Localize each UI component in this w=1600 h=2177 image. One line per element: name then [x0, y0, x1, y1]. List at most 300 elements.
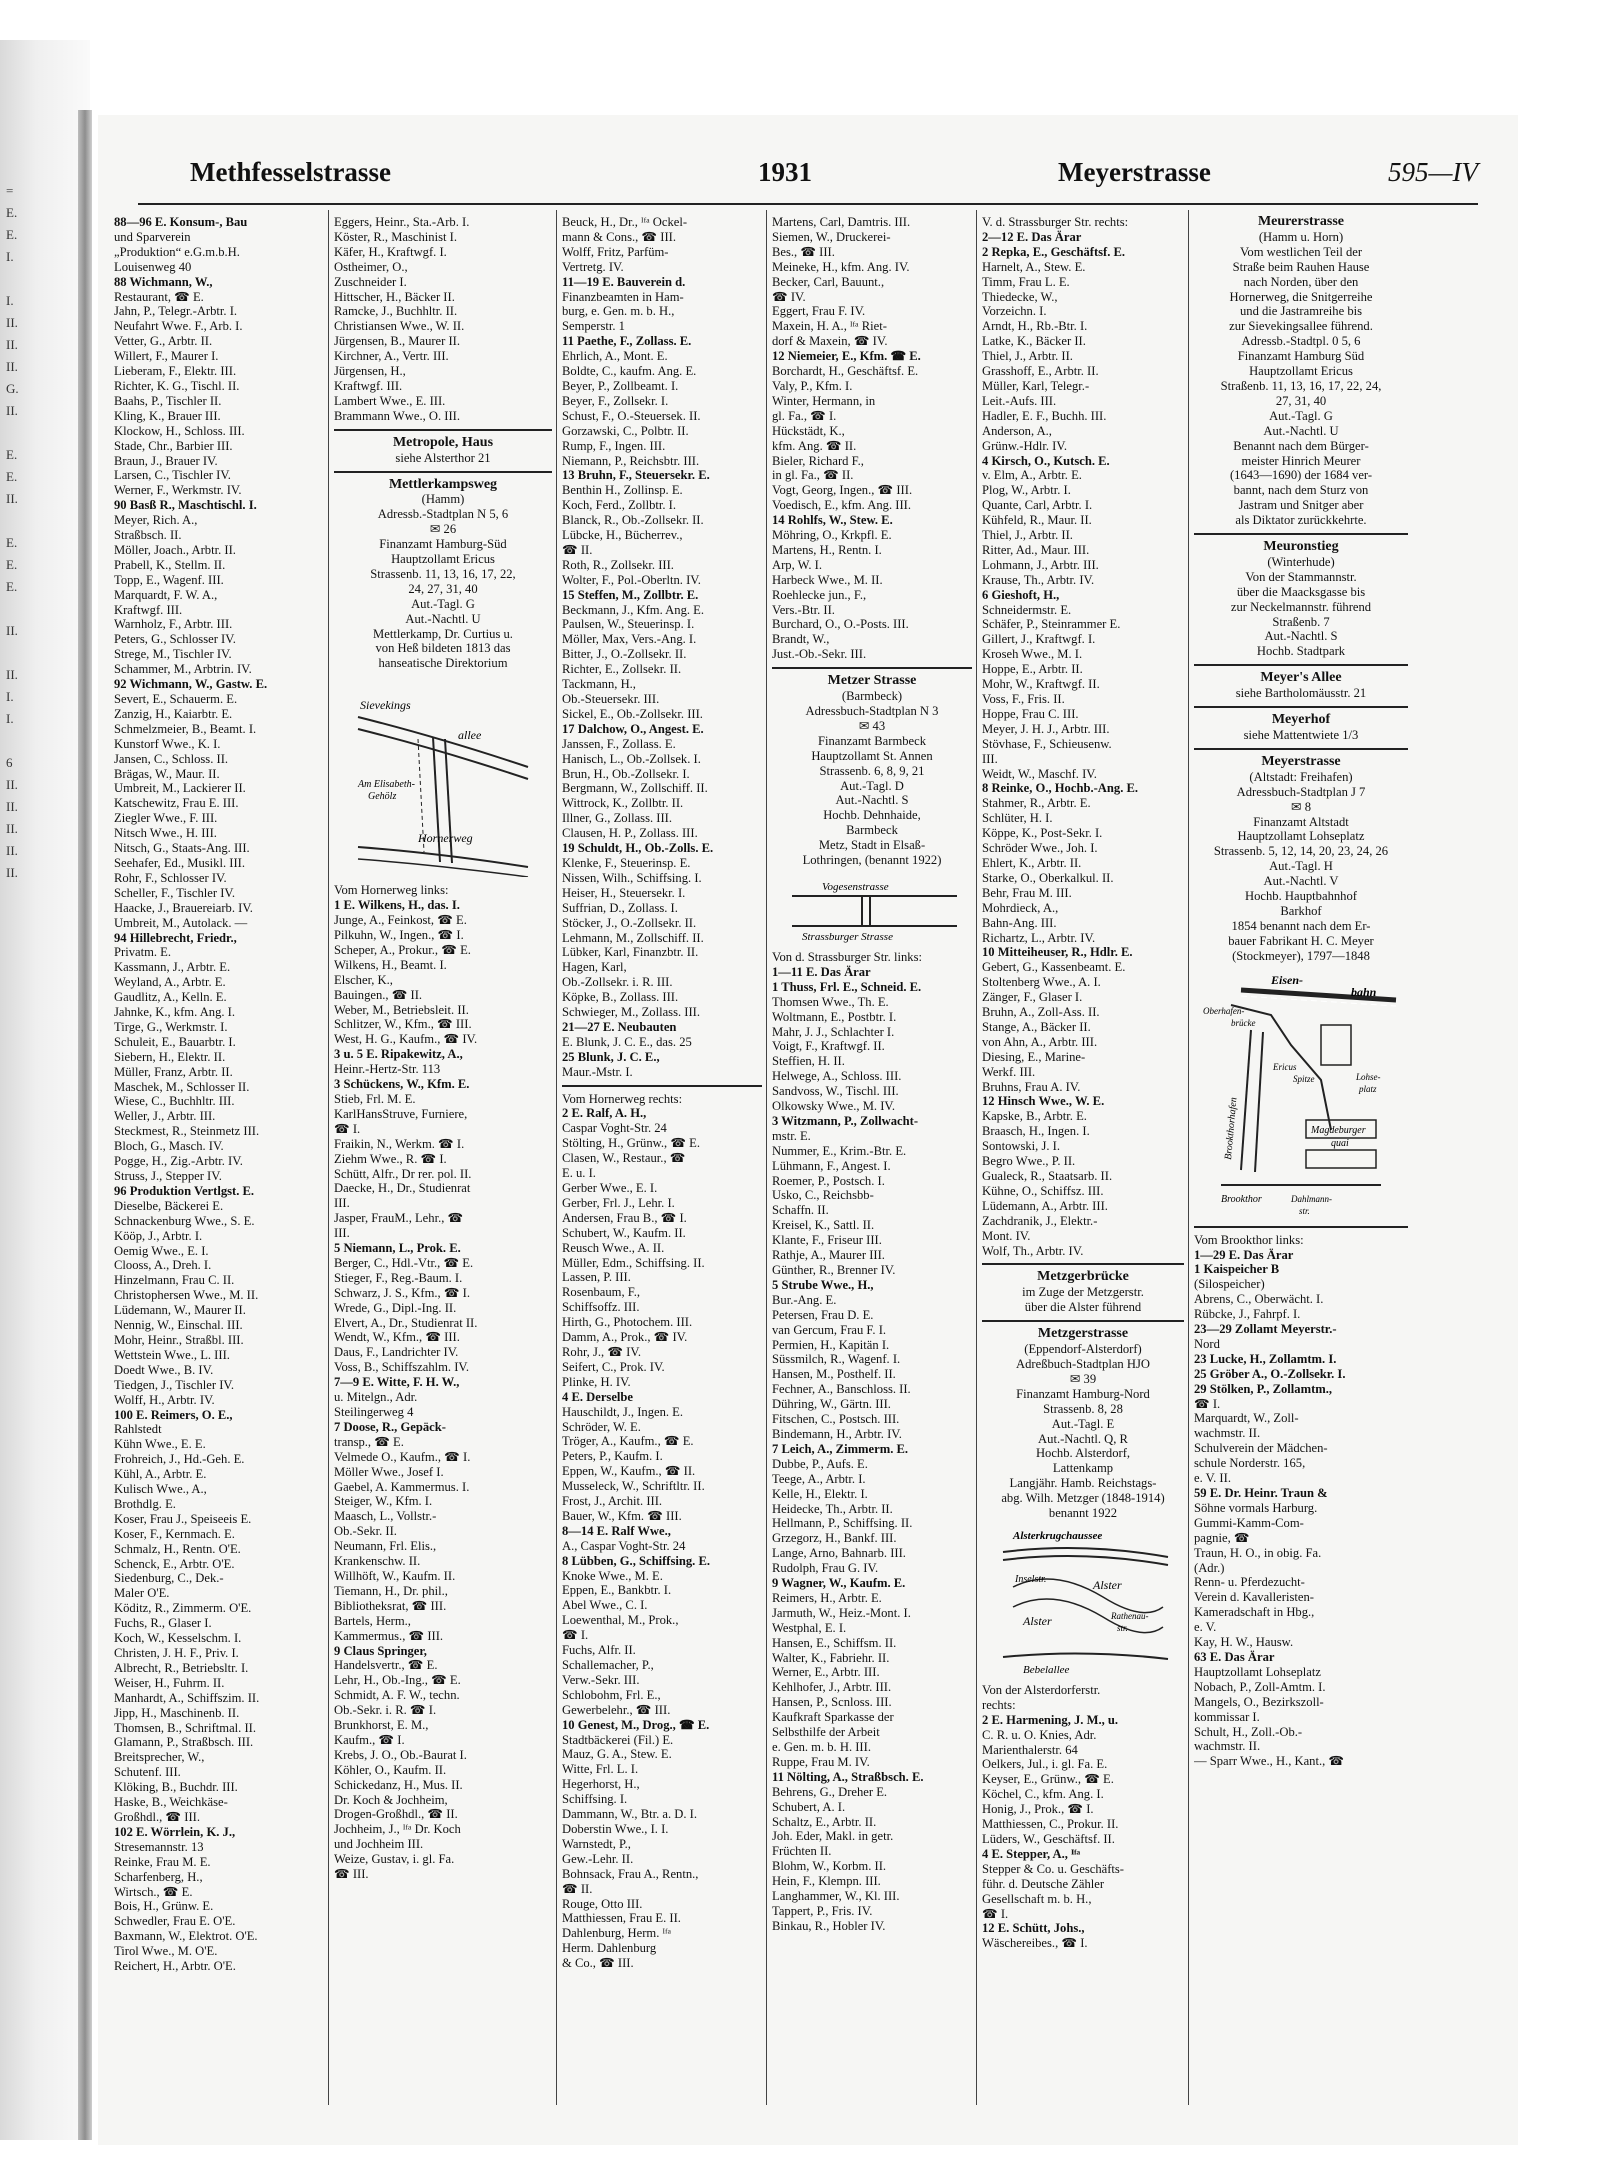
directory-entry: 4 E. Derselbe: [562, 1389, 633, 1404]
directory-entry: 23—29 Zollamt Meyerstr.-: [1194, 1322, 1337, 1337]
directory-entry: Hittscher, H., Bäcker II.: [334, 289, 455, 304]
directory-entry: Baahs, P., Tischler II.: [114, 393, 222, 408]
directory-entry: ☎ II.: [562, 542, 593, 557]
street-info-line: Hornerweg, die Snitgerreihe: [1229, 289, 1373, 304]
directory-entry: Dieselbe, Bäckerei E.: [114, 1198, 224, 1213]
directory-entry: Ruppe, Frau M. IV.: [772, 1754, 870, 1769]
directory-entry: Stepper & Co. u. Geschäfts-: [982, 1861, 1124, 1876]
directory-entry: Schulverein der Mädchen-: [1194, 1441, 1328, 1456]
directory-entry: Mangels, O., Bezirkszoll-: [1194, 1694, 1324, 1709]
directory-entry: Ritter, Ad., Maur. III.: [982, 542, 1090, 557]
directory-entry: Hanisch, L., Ob.-Zollsek. I.: [562, 751, 701, 766]
directory-entry: Bes., ☎ III.: [772, 244, 835, 259]
header-year: 1931: [758, 157, 812, 187]
directory-entry: Tirol Wwe., M. O'E.: [114, 1944, 218, 1959]
directory-entry: 1 Kaispeicher B: [1194, 1262, 1280, 1277]
directory-entry: 11—19 E. Bauverein d.: [562, 274, 686, 289]
street-info-line: Straße beim Rauhen Hause: [1232, 259, 1370, 274]
directory-entry: Schwarz, J. S., Kfm., ☎ I.: [334, 1285, 471, 1300]
map-label: Hornerweg: [418, 831, 473, 846]
directory-entry: Andersen, Frau B., ☎ I.: [562, 1210, 687, 1225]
directory-entry: Hinzelmann, Frau C. II.: [114, 1273, 235, 1288]
directory-entry: Schäfer, P., Steinrammer E.: [982, 617, 1121, 632]
directory-entry: Wäschereibes., ☎ I.: [982, 1936, 1088, 1951]
directory-entry: Koch, W., Kesselschm. I.: [114, 1631, 242, 1646]
map-label: Vogesenstrasse: [822, 880, 889, 893]
directory-entry: Schröder, W. E.: [562, 1419, 641, 1434]
directory-entry: Schubert, A. I.: [772, 1799, 846, 1814]
directory-entry: Loewenthal, M., Prok.,: [562, 1613, 679, 1628]
directory-entry: C. R. u. O. Knies, Adr.: [982, 1727, 1097, 1742]
map-label: Alsterkrugchaussee: [1013, 1529, 1103, 1542]
margin-mark: II.: [6, 777, 18, 792]
directory-entry: Hückstädt, K.,: [772, 423, 845, 438]
directory-entry: Thiel, J., Arbtr. II.: [982, 528, 1073, 543]
directory-entry: Krause, Th., Arbtr. IV.: [982, 572, 1095, 587]
street-info-line: siehe Mattentwiete 1/3: [1243, 728, 1359, 742]
directory-entry: Latke, K., Bäcker II.: [982, 334, 1086, 349]
street-info-line: über die Maacksgasse bis: [1236, 584, 1366, 599]
directory-entry: Maler O'E.: [114, 1586, 170, 1601]
directory-entry: 88—96 E. Konsum-, Bau: [114, 215, 248, 229]
directory-entry: Leit.-Aufs. III.: [982, 393, 1057, 408]
column-divider: [766, 210, 767, 2105]
street-info-line: Hauptzollamt Ericus: [391, 552, 495, 567]
directory-entry: Janssen, F., Zollass. E.: [562, 736, 676, 751]
directory-entry: 7 Doose, R., Gepäck-: [334, 1419, 446, 1434]
directory-entry: Stieger, F., Reg.-Baum. I.: [334, 1270, 463, 1285]
directory-entry: 13 Bruhn, F., Steuersekr. E.: [562, 468, 710, 483]
directory-entry: Köster, R., Maschinist I.: [334, 229, 457, 244]
directory-entry: Fuchs, Alfr. II.: [562, 1643, 636, 1658]
directory-entry: Paulsen, W., Steuerinsp. I.: [562, 617, 695, 632]
directory-entry: Kulisch Wwe., A.,: [114, 1482, 207, 1497]
directory-entry: Schlitzer, W., Kfm., ☎ III.: [334, 1017, 472, 1032]
directory-entry: Schubert, W., Kaufm. II.: [562, 1225, 686, 1240]
margin-mark: I.: [6, 249, 14, 264]
directory-entry: Stresemannstr. 13: [114, 1839, 204, 1854]
street-heading: Metropole, Haus: [392, 435, 494, 450]
directory-entry: Von der Alsterdorferstr.: [982, 1682, 1101, 1697]
directory-entry: rechts:: [982, 1697, 1016, 1712]
directory-entry: Köpke, B., Zollass. III.: [562, 990, 679, 1005]
directory-entry: Daecke, H., Dr., Studienrat: [334, 1181, 471, 1196]
directory-entry: Bauer, W., Kfm. ☎ III.: [562, 1508, 682, 1523]
map-label: Sievekings: [360, 698, 411, 713]
directory-entry: Marienthalerstr. 64: [982, 1742, 1078, 1757]
directory-entry: Helwege, A., Schloss. III.: [772, 1069, 902, 1084]
directory-entry: Langhammer, W., Kl. III.: [772, 1889, 900, 1904]
directory-entry: 14 Rohlfs, W., Stew. E.: [772, 513, 893, 528]
street-info-line: Finanzamt Hamburg Süd: [1237, 349, 1365, 364]
street-info-line: Finanzamt Hamburg-Süd: [379, 537, 507, 552]
directory-entry: Lohmann, J., Arbtr. III.: [982, 557, 1099, 572]
street-info-line: (Altstadt: Freihafen): [1249, 769, 1353, 784]
street-heading: Meyerhof: [1271, 713, 1331, 728]
directory-entry: Finanzbeamten in Ham-: [562, 289, 684, 304]
margin-mark: I.: [6, 293, 14, 308]
directory-entry: Vogt, Georg, Ingen., ☎ III.: [772, 483, 913, 498]
directory-entry: Jasper, FrauM., Lehr., ☎: [334, 1211, 464, 1226]
directory-entry: Gerber, Frl. J., Lehr. I.: [562, 1195, 675, 1210]
directory-entry: Rosenbaum, F.,: [562, 1285, 641, 1300]
directory-entry: Verw.-Sekr. III.: [562, 1672, 640, 1687]
directory-entry: Witte, Frl. L. I.: [562, 1762, 639, 1777]
directory-entry: Steilingerweg 4: [334, 1405, 414, 1419]
directory-entry: Kehlhofer, J., Arbtr. III.: [772, 1680, 892, 1695]
street-info-line: ✉ 39: [1069, 1371, 1097, 1386]
directory-entry: 2—12 E. Das Ärar: [982, 229, 1082, 244]
directory-entry: Gerber Wwe., E. I.: [562, 1181, 658, 1195]
directory-entry: Gillert, J., Kraftwgf. I.: [982, 632, 1096, 647]
directory-entry: Nitsch Wwe., H. III.: [114, 826, 217, 841]
street-info-line: Lothringen, (benannt 1922): [802, 853, 942, 868]
directory-entry: Wettstein Wwe., L. III.: [114, 1347, 230, 1362]
directory-entry: Stange, A., Bäcker II.: [982, 1019, 1091, 1034]
directory-entry: Seehafer, Ed., Musikl. III.: [114, 855, 245, 870]
directory-entry: Straßbsch. II.: [114, 528, 182, 543]
directory-entry: Eggers, Heinr., Sta.-Arb. I.: [334, 215, 470, 229]
margin-mark: 6: [6, 755, 13, 770]
directory-entry: Mahr, J. J., Schlachter I.: [772, 1024, 895, 1039]
directory-entry: Just.-Ob.-Sekr. III.: [772, 647, 867, 662]
directory-entry: Grasshoff, E., Arbtr. II.: [982, 364, 1099, 379]
directory-entry: wachmstr. II.: [1194, 1426, 1261, 1441]
directory-entry: Vertretg. IV.: [562, 259, 624, 274]
street-info-line: Aut.-Tagl. H: [1269, 859, 1333, 874]
directory-entry: Warnstedt, P.,: [562, 1836, 631, 1851]
directory-entry: 3 u. 5 E. Ripakewitz, A.,: [334, 1047, 463, 1062]
column-6: [1194, 215, 1408, 2105]
directory-entry: Wolff, H., Arbtr. IV.: [114, 1392, 215, 1407]
directory-entry: Harbeck Wwe., M. II.: [772, 572, 883, 587]
directory-entry: Krankenschw. II.: [334, 1554, 421, 1569]
street-info-line: Aut.-Tagl. D: [840, 778, 904, 793]
street-info-line: Aut.-Nachtl. Q, R: [1038, 1431, 1128, 1446]
directory-entry: Siedenburg, C., Dek.-: [114, 1571, 224, 1586]
directory-entry: Gorzawski, C., Polbtr. II.: [562, 423, 689, 438]
directory-entry: Bohnsack, Frau A., Rentn.,: [562, 1866, 699, 1881]
directory-entry: Kay, H. W., Hausw.: [1194, 1635, 1294, 1650]
margin-mark: E.: [6, 469, 18, 484]
margin-mark: [6, 268, 46, 290]
directory-entry: Söhne vormals Harburg.: [1194, 1500, 1318, 1515]
margin-mark: I.: [6, 711, 14, 726]
directory-entry: Köchel, C., kfm. Ang. I.: [982, 1787, 1104, 1802]
directory-entry: Matthiessen, C., Prokur. II.: [982, 1817, 1119, 1832]
directory-entry: Anderson, A.,: [982, 423, 1052, 438]
directory-entry: Lehmann, M., Zollschiff. II.: [562, 930, 704, 945]
directory-entry: Petersen, Frau D. E.: [772, 1307, 874, 1322]
directory-entry: Illner, G., Zollass. III.: [562, 811, 673, 826]
directory-entry: Müller, Edm., Schiffsing. II.: [562, 1255, 705, 1270]
directory-entry: Ob.-Zollsekr. i. R. III.: [562, 975, 673, 990]
street-info-line: (Hamm u. Horn): [1258, 229, 1344, 244]
directory-entry: Kühn Wwe., E. E.: [114, 1437, 206, 1452]
directory-entry: Früchten II.: [772, 1844, 832, 1859]
margin-mark: II.: [6, 337, 18, 352]
directory-entry: Wilkens, H., Beamt. I.: [334, 957, 447, 972]
directory-entry: Ziehm Wwe., R. ☎ I.: [334, 1151, 447, 1166]
directory-entry: Heidecke, Th., Arbtr. II.: [772, 1501, 893, 1516]
street-info-line: nach Norden, über den: [1243, 274, 1359, 289]
directory-entry: Eppen, E., Bankbtr. I.: [562, 1583, 672, 1598]
street-info-line: Mettlerkamp, Dr. Curtius u.: [373, 626, 513, 641]
directory-entry: Grzegorz, H., Bankf. III.: [772, 1531, 897, 1546]
directory-entry: Vom Brookthor links:: [1194, 1232, 1304, 1247]
column-1: [114, 215, 324, 2105]
directory-entry: Möhring, O., Krkpfl. E.: [772, 528, 892, 543]
directory-entry: III.: [982, 751, 998, 766]
directory-entry: Sandvoss, W., Tischl. III.: [772, 1084, 899, 1099]
directory-entry: Herm. Dahlenburg: [562, 1941, 657, 1956]
directory-entry: Zanzig, H., Kaiarbtr. E.: [114, 706, 233, 721]
directory-entry: Bitter, J., O.-Zollsekr. II.: [562, 647, 687, 662]
directory-entry: Meineke, H., kfm. Ang. IV.: [772, 259, 910, 274]
directory-entry: Nord: [1194, 1336, 1220, 1351]
directory-entry: Weber, M., Betriebsleit. II.: [334, 1002, 469, 1017]
directory-entry: 21—27 E. Neubauten: [562, 1019, 677, 1034]
directory-entry: 7—9 E. Witte, F. H. W.,: [334, 1375, 460, 1390]
directory-entry: Tappert, P., Fris. IV.: [772, 1903, 873, 1918]
directory-entry: Richter, E., Zollsekr. II.: [562, 662, 682, 677]
directory-entry: Hegerhorst, H.,: [562, 1777, 640, 1792]
directory-entry: Brun, H., Ob.-Zollsekr. I.: [562, 766, 690, 781]
street-heading: Metzgerbrücke: [1037, 1270, 1129, 1285]
directory-entry: 19 Schuldt, H., Ob.-Zolls. E.: [562, 841, 714, 856]
margin-mark: E.: [6, 557, 18, 572]
street-info-line: Straßenb. 11, 13, 16, 17, 22, 24,: [1220, 378, 1382, 393]
directory-entry: Tiemann, H., Dr. phil.,: [334, 1583, 448, 1598]
directory-entry: Brothdlg. E.: [114, 1496, 176, 1511]
directory-entry: Bruhn, A., Zoll-Ass. II.: [982, 1005, 1100, 1020]
margin-mark: II.: [6, 843, 18, 858]
directory-entry: Nobach, P., Zoll-Amtm. I.: [1194, 1679, 1326, 1694]
street-info-line: (Eppendorf-Alsterdorf): [1024, 1342, 1142, 1357]
directory-entry: Kühne, O., Schiffsz. III.: [982, 1183, 1104, 1198]
directory-entry: 11 Paethe, F., Zollass. E.: [562, 334, 692, 349]
header-rule: [138, 203, 1478, 205]
directory-entry: Severt, E., Schauerm. E.: [114, 692, 238, 706]
directory-entry: Kameradschaft in Hbg.,: [1194, 1605, 1315, 1620]
directory-entry: Woltmann, E., Postbtr. I.: [772, 1009, 897, 1024]
street-info-line: Langjähr. Hamb. Reichstags-: [1009, 1476, 1157, 1491]
street-info-line: Aut.-Tagl. G: [1269, 408, 1333, 423]
directory-entry: 11 Nölting, A., Straßbsch. E.: [772, 1769, 924, 1784]
map-label: Dahlmann-: [1291, 1193, 1332, 1204]
directory-entry: Willhöft, W., Kaufm. II.: [334, 1568, 456, 1583]
directory-entry: Klockow, H., Schloss. III.: [114, 423, 245, 438]
directory-entry: Wiese, C., Buchhltr. III.: [114, 1094, 235, 1109]
directory-entry: Jarmuth, W., Heiz.-Mont. I.: [772, 1605, 911, 1620]
directory-entry: Schaltz, E., Arbtr. II.: [772, 1814, 877, 1829]
directory-entry: Hansen, E., Schiffsm. II.: [772, 1635, 897, 1650]
directory-entry: Wrede, G., Dipl.-Ing. II.: [334, 1300, 457, 1315]
directory-entry: Voss, B., Schiffszahlm. IV.: [334, 1360, 470, 1375]
directory-entry: Jahnke, K., kfm. Ang. I.: [114, 1005, 236, 1020]
directory-entry: Stölting, H., Grünw., ☎ E.: [562, 1136, 701, 1151]
directory-entry: Niemann, P., Reichsbtr. III.: [562, 453, 700, 468]
map-label: Rathenau-: [1111, 1610, 1149, 1621]
directory-entry: Becker, Carl, Bauunt.,: [772, 274, 885, 289]
directory-entry: Eggert, Frau F. IV.: [772, 304, 866, 319]
directory-entry: Brunkhorst, E. M.,: [334, 1718, 429, 1733]
directory-entry: Richartz, L., Arbtr. IV.: [982, 930, 1096, 945]
directory-entry: 10 Genest, M., Drog., ☎ E.: [562, 1717, 710, 1732]
directory-entry: Schust, F., O.-Steuersek. II.: [562, 408, 701, 423]
directory-entry: Heiser, H., Steuersekr. I.: [562, 885, 686, 900]
directory-entry: 59 E. Dr. Heinr. Traun &: [1194, 1486, 1328, 1500]
map-label: str.: [1299, 1205, 1310, 1216]
directory-entry: 1 Thuss, Frl. E., Schneid. E.: [772, 979, 922, 994]
directory-entry: V. d. Strassburger Str. rechts:: [982, 215, 1129, 229]
directory-entry: Kassmann, J., Arbtr. E.: [114, 960, 231, 975]
directory-entry: Suffrian, D., Zollass. I.: [562, 900, 678, 915]
street-info-line: über die Alster führend: [1024, 1300, 1142, 1315]
directory-entry: 17 Dalchow, O., Angest. E.: [562, 721, 704, 736]
directory-entry: Braasch, H., Ingen. I.: [982, 1124, 1090, 1139]
directory-entry: Schwieger, M., Zollass. III.: [562, 1005, 700, 1020]
directory-entry: Mohrdieck, A.,: [982, 900, 1059, 915]
directory-entry: 1—11 E. Das Ärar: [772, 964, 871, 979]
column-divider: [556, 210, 557, 2105]
street-info-line: Strassenb. 5, 12, 14, 20, 23, 24, 26: [1213, 844, 1389, 859]
directory-entry: kfm. Ang. ☎ II.: [772, 438, 857, 453]
directory-entry: ☎ II.: [562, 1881, 593, 1896]
directory-entry: Schröder Wwe., Joh. I.: [982, 841, 1098, 856]
directory-entry: Roehlecke jun., F.,: [772, 587, 867, 602]
directory-entry: Dahlenburg, Herm. ᴵᶠᵃ: [562, 1926, 672, 1941]
directory-entry: III.: [334, 1226, 350, 1241]
directory-entry: Meyer, Rich. A.,: [114, 513, 198, 528]
directory-entry: Kraftwgf. III.: [114, 602, 183, 617]
street-info-line: Adressb.-Stadtpl. 0 5, 6: [1241, 334, 1361, 349]
directory-entry: 4 Kirsch, O., Kutsch. E.: [982, 453, 1110, 468]
street-info-line: Adressb.-Stadtplan N 5, 6: [377, 507, 509, 522]
directory-entry: Lehr, H., Ob.-Ing., ☎ E.: [334, 1673, 461, 1688]
directory-entry: 25 Blunk, J. C. E.,: [562, 1049, 660, 1064]
directory-entry: Rump, F., Ingen. III.: [562, 438, 666, 453]
margin-mark: =: [6, 183, 14, 198]
directory-entry: Bahn-Ang. III.: [982, 915, 1057, 930]
directory-entry: Pilkuhn, W., Ingen., ☎ I.: [334, 928, 464, 942]
street-info-line: Finanzamt Hamburg-Nord: [1016, 1386, 1150, 1401]
directory-entry: Behrens, G., Dreher E.: [772, 1784, 888, 1799]
margin-mark: E.: [6, 579, 18, 594]
directory-entry: Heinr.-Hertz-Str. 113: [334, 1062, 441, 1077]
street-map-metzgerstrasse: [993, 1527, 1173, 1677]
directory-entry: Dr. Koch & Jochheim,: [334, 1792, 448, 1807]
directory-entry: 10 Mitteiheuser, R., Hdlr. E.: [982, 945, 1133, 960]
street-heading: Meurerstrasse: [1257, 215, 1345, 229]
street-info-line: bauer Fabrikant H. C. Meyer: [1228, 933, 1374, 948]
directory-entry: Selbsthilfe der Arbeit: [772, 1725, 880, 1740]
directory-entry: Wirtsch., ☎ E.: [114, 1884, 193, 1899]
directory-entry: Benthin H., Zollinsp. E.: [562, 483, 683, 498]
margin-mark: II.: [6, 865, 18, 880]
directory-entry: Voss, F., Fris. II.: [982, 692, 1065, 706]
street-map-metzer-strasse: [782, 874, 962, 944]
directory-entry: Valy, P., Kfm. I.: [772, 378, 853, 393]
directory-entry: 6 Gieshoft, H.,: [982, 587, 1060, 602]
directory-entry: Weller, J., Arbtr. III.: [114, 1109, 216, 1124]
directory-entry: Kaufm., ☎ I.: [334, 1732, 405, 1747]
header-page-number: 595—IV: [1388, 157, 1478, 187]
directory-entry: Kreisel, K., Sattl. II.: [772, 1218, 875, 1233]
directory-entry: Köppe, K., Post-Sekr. I.: [982, 826, 1103, 841]
street-info-line: Hochb. Dehnhaide,: [823, 808, 921, 823]
directory-entry: Jansen, C., Schloss. II.: [114, 751, 229, 766]
directory-entry: 63 E. Das Ärar: [1194, 1649, 1275, 1664]
directory-entry: Hoppe, Frau C. III.: [982, 706, 1079, 721]
directory-entry: kommissar I.: [1194, 1709, 1260, 1724]
directory-entry: Kunstorf Wwe., K. I.: [114, 736, 221, 751]
directory-entry: 2 Repka, E., Geschäftsf. E.: [982, 244, 1126, 259]
street-info-line: Straßenb. 7: [1272, 614, 1330, 629]
street-info-line: (1643—1690) der 1684 ver-: [1229, 468, 1373, 483]
directory-entry: Burchard, O., O.-Posts. III.: [772, 617, 909, 632]
map-label: Am Elisabeth-: [358, 779, 415, 791]
directory-entry: burg, e. Gen. m. b. H.,: [562, 304, 675, 319]
directory-entry: Kirchner, A., Vertr. III.: [334, 349, 449, 364]
directory-entry: Kaufkraft Sparkasse der: [772, 1710, 894, 1725]
directory-entry: Dühring, W., Gärtn. III.: [772, 1397, 891, 1412]
directory-entry: Fuchs, R., Glaser I.: [114, 1616, 212, 1631]
directory-entry: Verein d. Kavalleristen-: [1194, 1590, 1314, 1605]
directory-entry: Willert, F., Maurer I.: [114, 349, 219, 364]
map-label: Alster: [1093, 1577, 1122, 1592]
directory-entry: Stade, Chr., Barbier III.: [114, 438, 233, 453]
directory-entry: Reimers, H., Arbtr. E.: [772, 1590, 882, 1605]
directory-entry: Hansen, P., Scnloss. III.: [772, 1695, 892, 1710]
directory-entry: Lüdemann, W., Maurer II.: [114, 1303, 246, 1318]
directory-entry: Schult, H., Zoll.-Ob.-: [1194, 1724, 1303, 1739]
directory-entry: Ramcke, J., Buchhltr. II.: [334, 304, 458, 319]
directory-entry: transp., ☎ E.: [334, 1434, 404, 1449]
directory-entry: Süssmilch, R., Wagenf. I.: [772, 1352, 901, 1367]
directory-entry: Zachdranik, J., Elektr.-: [982, 1213, 1098, 1228]
directory-entry: Matthiessen, Frau E. II.: [562, 1911, 681, 1926]
directory-entry: Frohreich, J., Hd.-Geh. E.: [114, 1452, 245, 1467]
directory-entry: Tiedgen, J., Tischler IV.: [114, 1377, 235, 1392]
directory-entry: Fitschen, C., Postsch. III.: [772, 1412, 900, 1427]
street-info-line: Adreßbuch-Stadtplan HJO: [1016, 1356, 1150, 1371]
directory-entry: Permien, H., Kapitän I.: [772, 1337, 890, 1352]
directory-entry: Damm, A., Prok., ☎ IV.: [562, 1330, 688, 1345]
street-info-line: (Barmbeck): [841, 689, 903, 704]
margin-mark: [6, 422, 46, 444]
directory-entry: 9 Wagner, W., Kaufm. E.: [772, 1576, 906, 1591]
directory-entry: Kroseh Wwe., M. I.: [982, 647, 1083, 662]
directory-entry: III.: [334, 1196, 350, 1211]
directory-entry: Stieb, Frl. M. E.: [334, 1091, 416, 1106]
street-info-line: als Diktator zurückkehrte.: [1235, 513, 1367, 528]
directory-entry: Klöking, B., Buchdr. III.: [114, 1780, 238, 1795]
directory-entry: Maxein, H. A., ᴵᶠᵃ Riet-: [772, 319, 887, 334]
directory-entry: KarlHansStruve, Furniere,: [334, 1106, 468, 1121]
directory-entry: Schmalz, H., Rentn. O'E.: [114, 1541, 241, 1556]
directory-entry: Kling, K., Brauer III.: [114, 408, 221, 423]
directory-entry: Schutenf. III.: [114, 1765, 181, 1780]
directory-entry: e. V. II.: [1194, 1471, 1231, 1486]
directory-entry: Schammer, M., Arbtrin. IV.: [114, 662, 252, 677]
directory-entry: Schuleit, E., Bauarbtr. I.: [114, 1034, 236, 1049]
directory-entry: Richter, K. G., Tischl. II.: [114, 378, 240, 393]
directory-entry: Velmede O., Kaufm., ☎ I.: [334, 1449, 471, 1464]
street-map-mettlerkampsweg: [348, 677, 538, 877]
directory-entry: Hellmann, P., Schiffsing. II.: [772, 1516, 913, 1531]
directory-entry: Wendt, W., Kfm., ☎ III.: [334, 1330, 460, 1345]
